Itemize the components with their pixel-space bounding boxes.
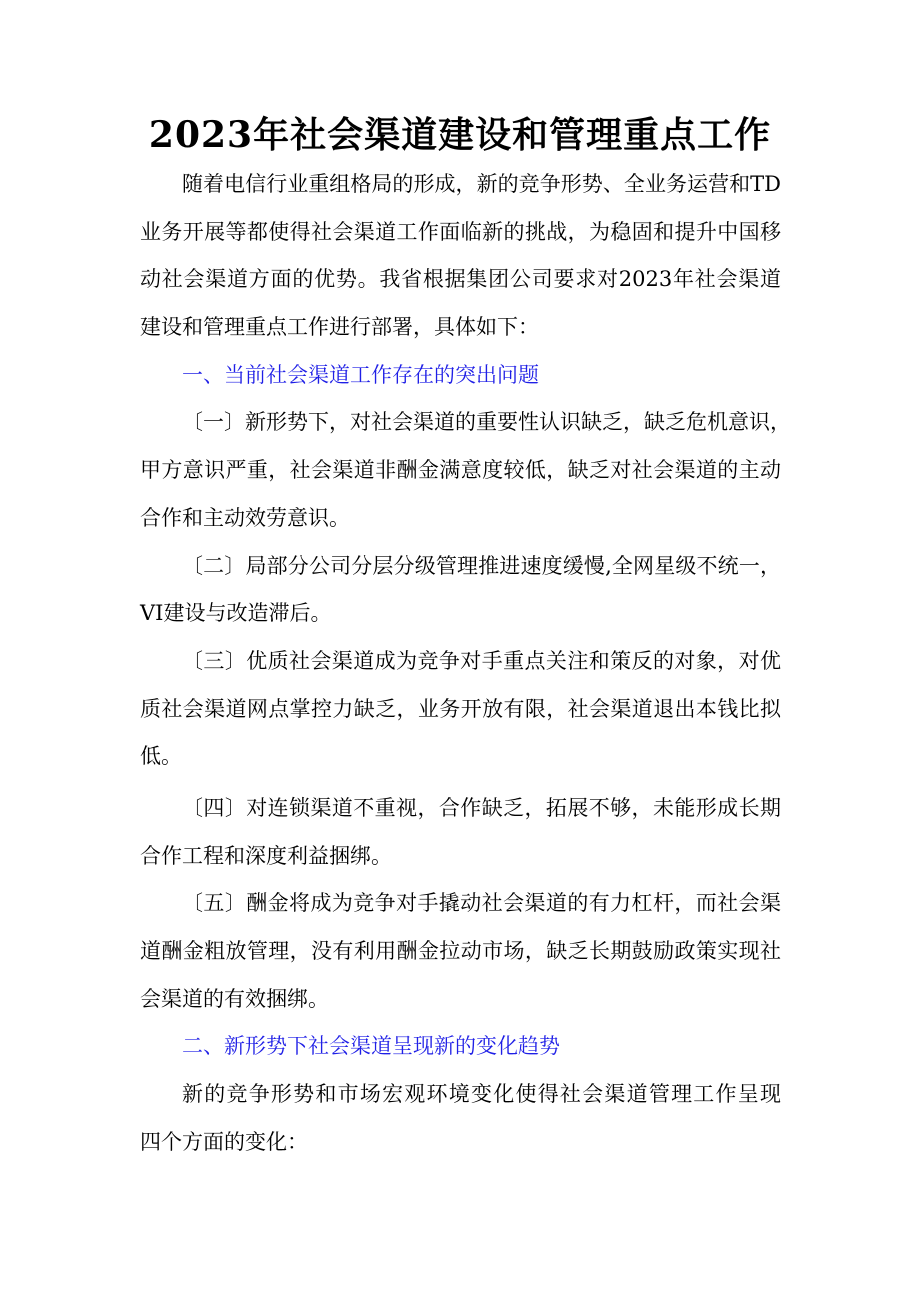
text-line: 〔五〕酬金将成为竞争对手撬动社会渠道的有力杠杆，而社会渠 [182, 891, 781, 916]
paragraph-2 [140, 543, 781, 638]
text-line: 新的竞争形势和市场宏观环境变化使得社会渠道管理工作呈现 [182, 1082, 781, 1107]
paragraph-6 [140, 1071, 781, 1166]
paragraph-4 [140, 785, 781, 880]
text-line: 〔二〕局部分公司分层分级管理推进速度缓慢,全网星级不统一， [182, 553, 781, 578]
text-line: 道酬金粗放管理，没有利用酬金拉动市场，缺乏长期鼓励政策实现社 [140, 939, 781, 963]
text-line: VI建设与改造滞后。 [140, 601, 332, 626]
text-line: 〔一〕新形势下，对社会渠道的重要性认识缺乏，缺乏危机意识， [182, 410, 791, 435]
intro-paragraph [140, 161, 781, 352]
text-line: 建设和管理重点工作进行部署，具体如下： [140, 315, 539, 340]
text-line: 四个方面的变化： [140, 1129, 308, 1154]
text-line: 〔四〕对连锁渠道不重视，合作缺乏，拓展不够，未能形成长期 [182, 795, 781, 820]
text-line: 业务开展等都使得社会渠道工作面临新的挑战，为稳固和提升中国移 [140, 219, 781, 244]
document-body [140, 161, 791, 1166]
text-line: 〔三〕优质社会渠道成为竞争对手重点关注和策反的对象，对优 [182, 648, 781, 673]
text-line: 甲方意识严重，社会渠道非酬金满意度较低，缺乏对社会渠道的主动 [140, 458, 781, 483]
paragraph-1 [140, 399, 791, 542]
document-title: 2023年社会渠道建设和管理重点工作 [148, 114, 772, 156]
text-line: 会渠道的有效捆绑。 [140, 986, 329, 1011]
text-line: 随着电信行业重组格局的形成，新的竞争形势、全业务运营和TD [182, 172, 781, 196]
section-heading-2: 二、新形势下社会渠道呈现新的变化趋势 [182, 1034, 560, 1059]
paragraph-3 [140, 638, 781, 781]
section-heading-1: 一、当前社会渠道工作存在的突出问题 [182, 362, 539, 387]
text-line: 合作工程和深度利益捆绑。 [140, 843, 392, 868]
text-line: 质社会渠道网点掌控力缺乏，业务开放有限，社会渠道退出本钱比拟 [140, 696, 781, 721]
text-line: 动社会渠道方面的优势。我省根据集团公司要求对2023年社会渠道 [140, 267, 781, 292]
text-line: 合作和主动效劳意识。 [140, 505, 350, 530]
paragraph-5 [140, 880, 781, 1023]
text-line: 低。 [140, 744, 182, 769]
